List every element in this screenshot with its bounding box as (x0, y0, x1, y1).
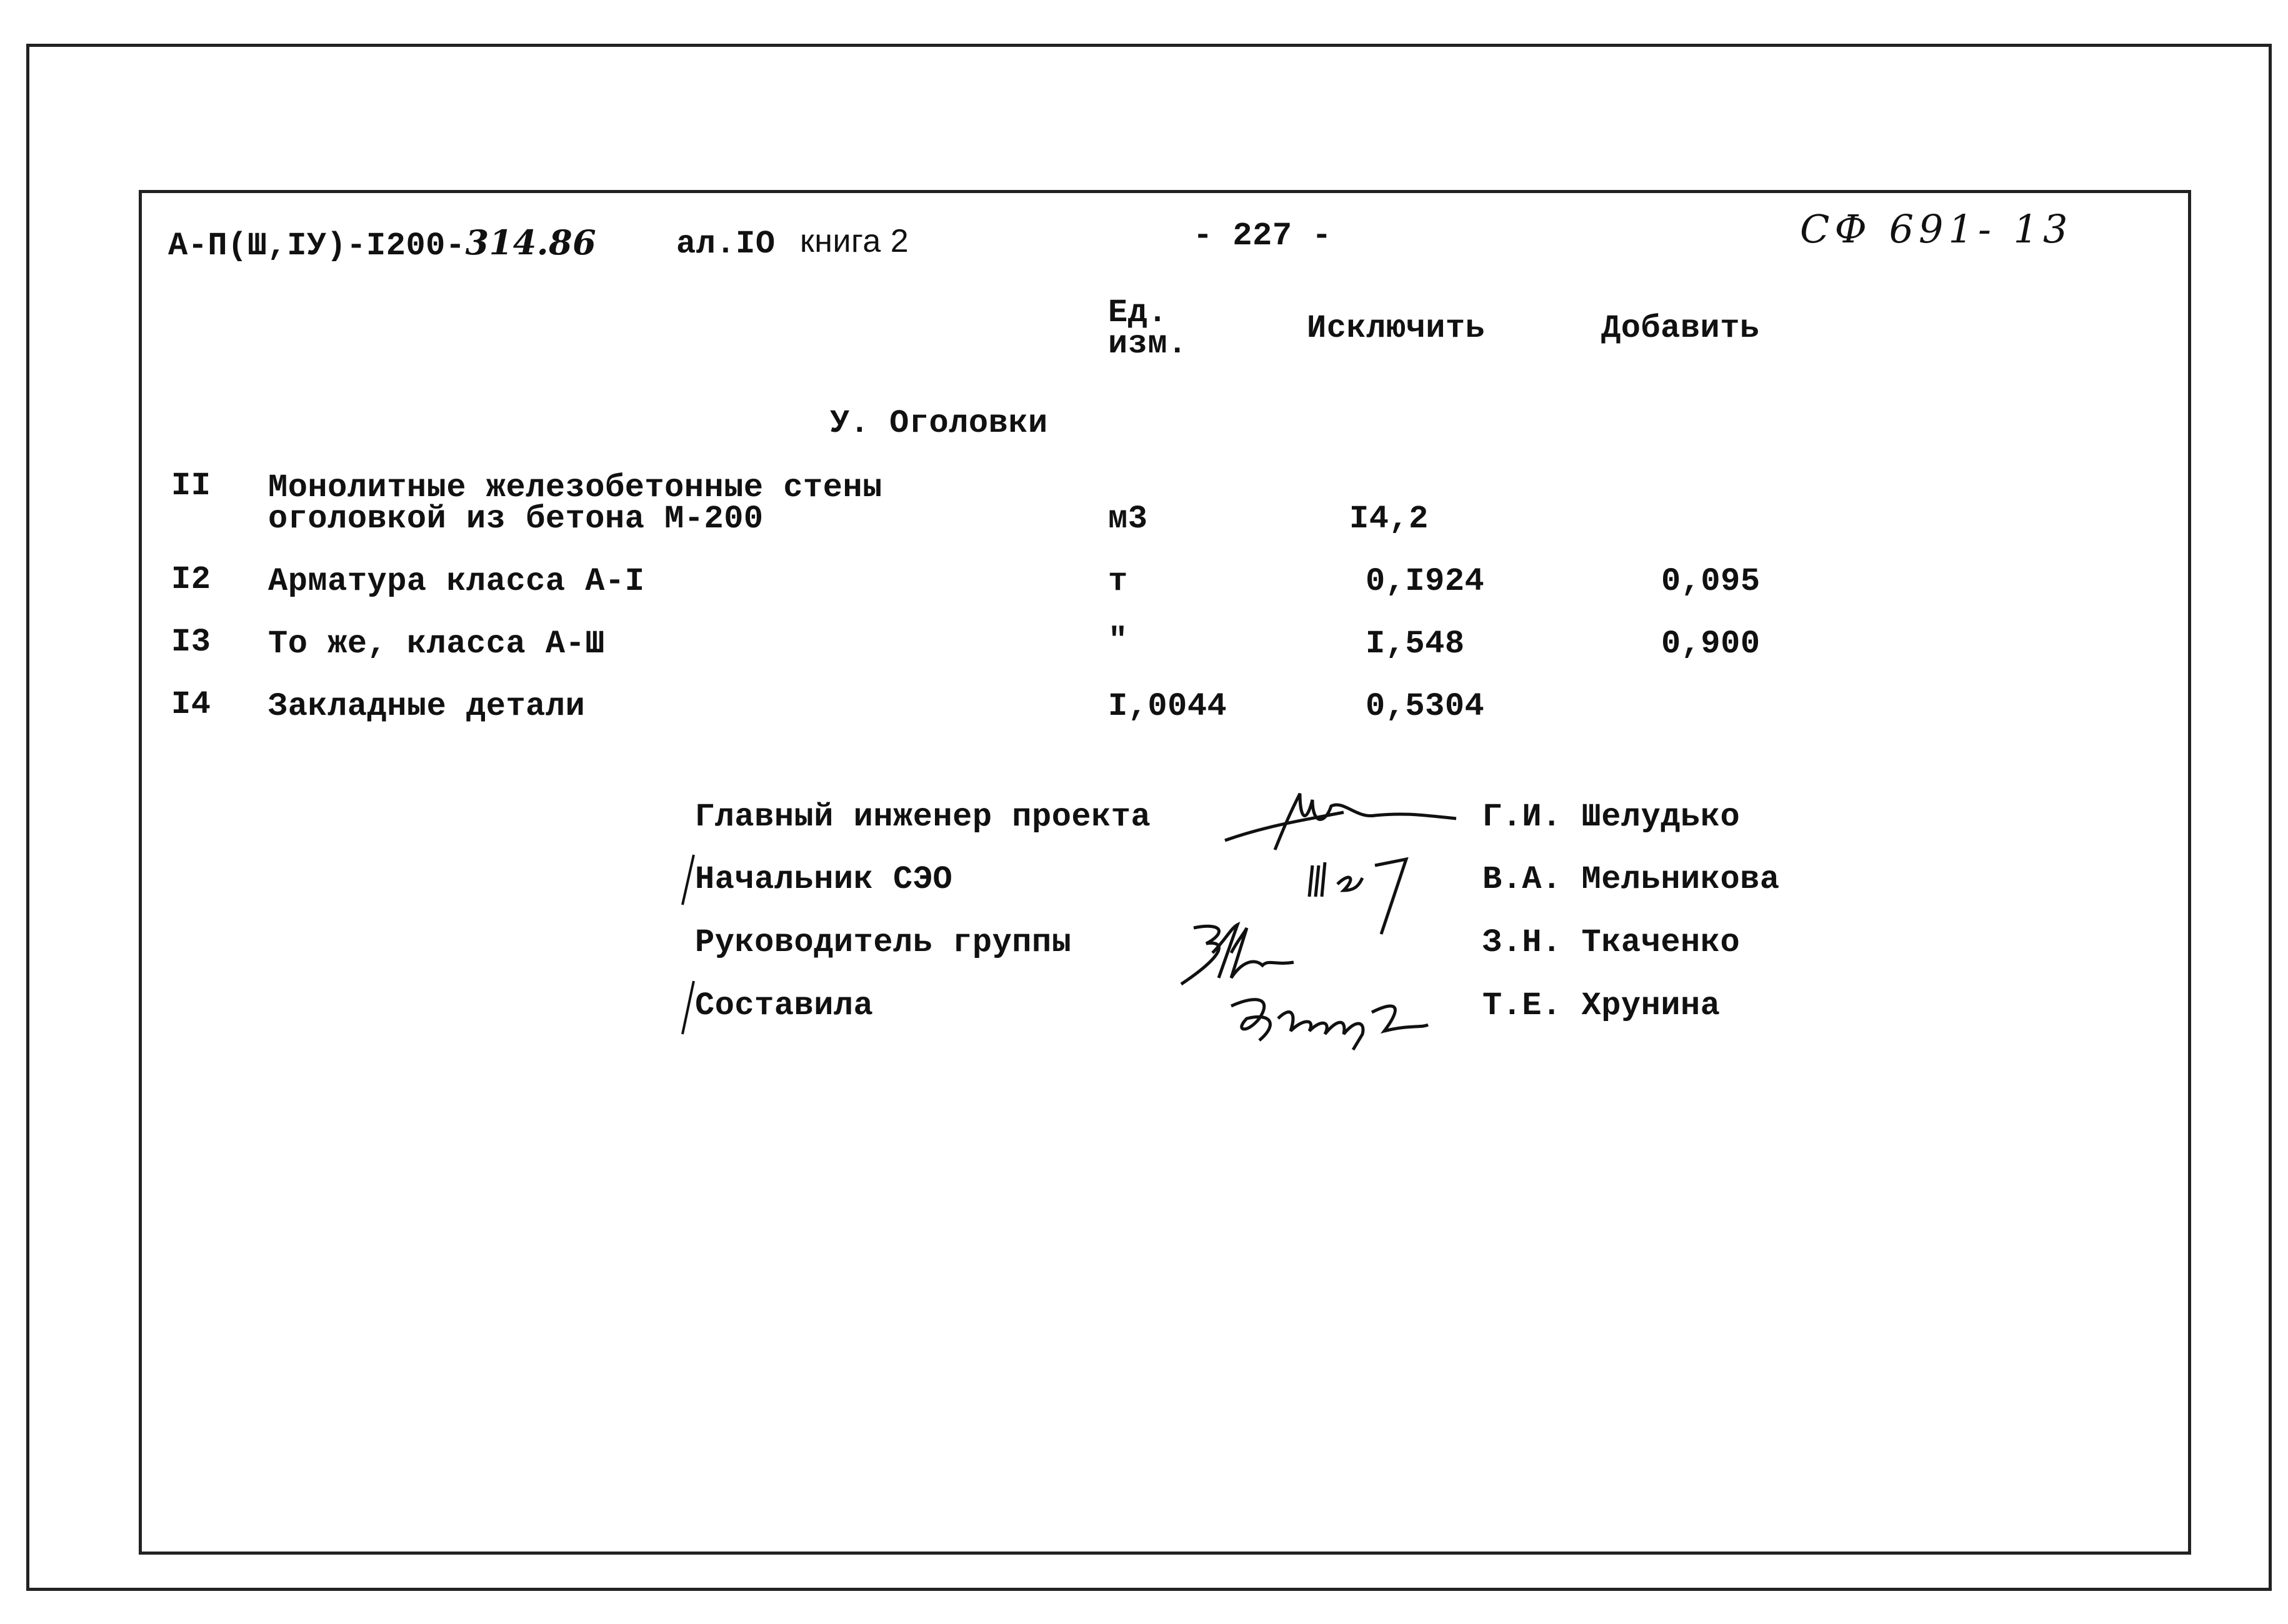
column-add: Добавить (1601, 310, 1760, 347)
row-description-cont: оголовкой из бетона М-200 (268, 501, 764, 537)
inner-border (139, 190, 2191, 1555)
check-marks (669, 850, 706, 1050)
row-exclude: I,548 (1366, 625, 1465, 662)
signatory-name: З.Н. Ткаченко (1482, 924, 1741, 961)
row-exclude: I4,2 (1349, 501, 1429, 537)
document-code (168, 222, 597, 264)
signature-head-seo (1300, 847, 1425, 940)
book-number: книга 2 (800, 223, 909, 259)
row-description: Арматура класса А-I (268, 563, 645, 600)
row-number: I2 (171, 561, 211, 598)
signatory-name: Т.Е. Хрунина (1482, 987, 1721, 1024)
row-number: I3 (171, 624, 211, 660)
column-unit-line1: Ед. (1108, 294, 1168, 331)
signatory-role: Начальник СЭО (695, 861, 953, 898)
signatory-name: Г.И. Шелудько (1482, 799, 1741, 835)
column-exclude: Исключить (1307, 310, 1486, 347)
row-unit: I,0044 (1108, 688, 1227, 725)
album-number: ал.IO (676, 226, 776, 262)
row-number: II (171, 467, 211, 504)
document-code-handwritten: 314.86 (465, 222, 597, 262)
signatory-role: Главный инженер проекта (695, 799, 1151, 835)
row-add: 0,900 (1661, 625, 1761, 662)
row-exclude: 0,5304 (1366, 688, 1485, 725)
signatory-role: Руководитель группы (695, 924, 1072, 961)
signatory-role: Составила (695, 987, 874, 1024)
row-description: Монолитные железобетонные стены (268, 469, 882, 506)
row-exclude: 0,I924 (1366, 563, 1485, 600)
row-add: 0,095 (1661, 563, 1761, 600)
row-number: I4 (171, 686, 211, 723)
handwritten-stamp: СФ 691- 13 (1800, 206, 2073, 252)
row-unit: " (1108, 622, 1128, 659)
section-title: У. Оголовки (830, 405, 1048, 442)
document-code-typed: А-П(Ш,IУ)-I200- (168, 227, 466, 264)
row-description: Закладные детали (268, 688, 586, 725)
signature-compiler (1222, 981, 1434, 1062)
signatory-name: В.А. Мельникова (1482, 861, 1780, 898)
row-unit: т (1108, 563, 1128, 600)
page-number: - 227 - (1193, 217, 1332, 254)
column-unit-line2: изм. (1108, 326, 1187, 362)
row-description: То же, класса А-Ш (268, 625, 605, 662)
row-unit: м3 (1108, 501, 1148, 537)
